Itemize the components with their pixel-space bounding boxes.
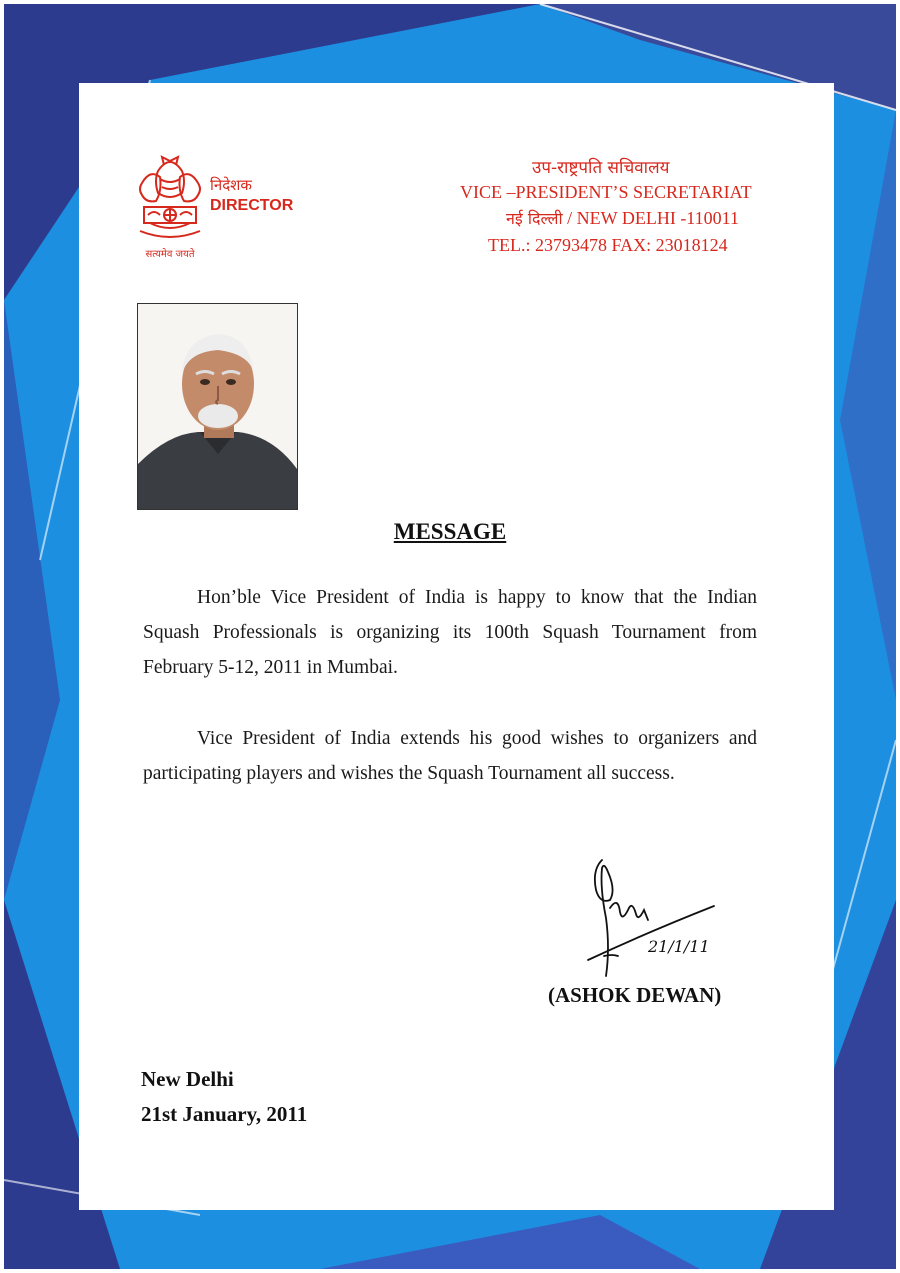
office-title-english: DIRECTOR bbox=[210, 197, 294, 214]
portrait-photo-image bbox=[138, 304, 297, 509]
letterhead-org-hindi: उप-राष्ट्रपति सचिवालय bbox=[532, 158, 670, 178]
office-title-hindi: निदेशक bbox=[210, 176, 252, 194]
letter-date: 21st January, 2011 bbox=[141, 1102, 308, 1126]
letterhead-city-hindi: नई दिल्ली bbox=[506, 209, 563, 228]
national-emblem-icon bbox=[130, 145, 210, 263]
portrait-photo bbox=[137, 303, 298, 510]
letterhead-city-english: / NEW DELHI -110011 bbox=[567, 208, 739, 228]
signature-date-scrawl: 21/1/11 bbox=[648, 937, 710, 956]
handwritten-signature bbox=[580, 848, 730, 978]
letterhead-org-english: VICE –PRESIDENT’S SECRETARIAT bbox=[460, 182, 752, 202]
letterhead-contact: TEL.: 23793478 FAX: 23018124 bbox=[488, 235, 728, 255]
message-paragraph-2: Vice President of India extends his good wishes to organizers and participating players and wishes the Squash Tournament all success. bbox=[143, 728, 757, 784]
emblem-motto: सत्यमेव जयते bbox=[145, 249, 195, 260]
message-heading: MESSAGE bbox=[393, 519, 507, 544]
signatory-name: (ASHOK DEWAN) bbox=[548, 983, 722, 1007]
message-paragraph-1: Hon’ble Vice President of India is happy to know that the Indian Squash Professionals is organizing its 100th Squash Tournament from February 5-12, 2011 in Mumbai. bbox=[143, 587, 757, 678]
letterhead-address bbox=[506, 207, 739, 230]
letter-place: New Delhi bbox=[141, 1067, 234, 1091]
